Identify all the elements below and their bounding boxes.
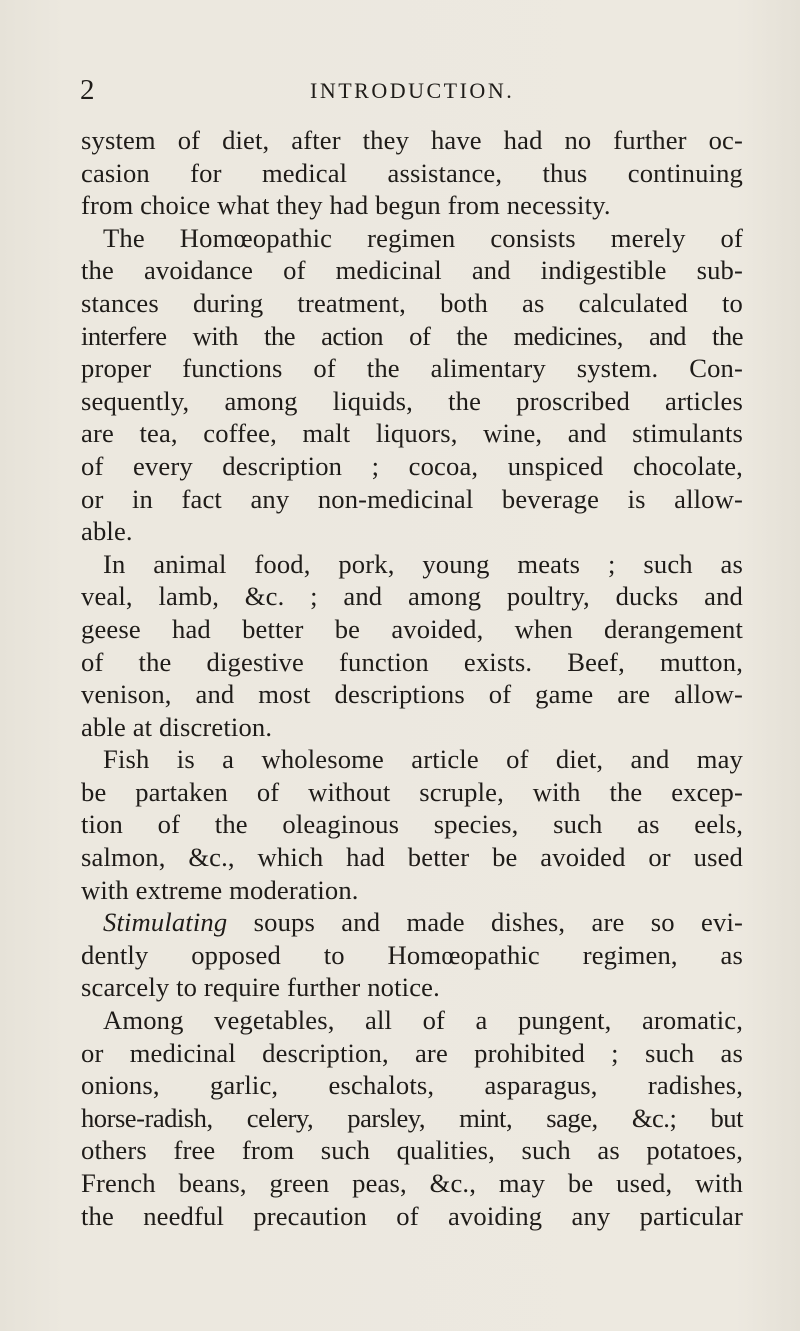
text-line: venison, and most descriptions of game are allow- bbox=[81, 679, 743, 710]
text-line: of every description ; cocoa, unspiced chocolate, bbox=[81, 450, 743, 481]
body-text bbox=[81, 124, 743, 1232]
page-number: 2 bbox=[80, 74, 95, 106]
text-line: the needful precaution of avoiding any particular bbox=[81, 1200, 743, 1231]
text-line: interfere with the action of the medicines, and the bbox=[81, 320, 743, 351]
text-line: onions, garlic, eschalots, asparagus, radishes, bbox=[81, 1070, 743, 1101]
text-line: others free from such qualities, such as potatoes, bbox=[81, 1135, 743, 1166]
text-line: the avoidance of medicinal and indigestible sub- bbox=[81, 255, 743, 286]
text-line: system of diet, after they have had no further oc- bbox=[81, 125, 743, 155]
text-line: scarcely to require further notice. bbox=[81, 972, 440, 1003]
text-line: veal, lamb, &c. ; and among poultry, ducks and bbox=[81, 581, 743, 612]
text-line: casion for medical assistance, thus continuing bbox=[81, 157, 743, 188]
text-line bbox=[81, 906, 743, 939]
text-line: Fish is a wholesome article of diet, and may bbox=[103, 744, 743, 775]
text-line: French beans, green peas, &c., may be used, with bbox=[81, 1168, 743, 1198]
text-line: dently opposed to Homœopathic regimen, as bbox=[81, 939, 743, 970]
text-line: Among vegetables, all of a pungent, aromatic, bbox=[103, 1005, 743, 1036]
text-line: are tea, coffee, malt liquors, wine, and stimulants bbox=[81, 418, 743, 449]
chapter-title: INTRODUCTION. bbox=[310, 78, 515, 103]
text-line: be partaken of without scruple, with the excep- bbox=[81, 776, 743, 807]
text-line: geese had better be avoided, when derangement bbox=[81, 613, 743, 644]
text-line: with extreme moderation. bbox=[81, 874, 359, 905]
text-line: The Homœopathic regimen consists merely of bbox=[103, 222, 743, 253]
text-line: tion of the oleaginous species, such as eels, bbox=[81, 809, 743, 840]
text-line: proper functions of the alimentary system. Con- bbox=[81, 353, 743, 384]
text-fragment: soups and made dishes, are so evi- bbox=[227, 907, 743, 938]
text-line: or in fact any non-medicinal beverage is allow- bbox=[81, 483, 743, 514]
text-line: In animal food, pork, young meats ; such as bbox=[103, 548, 743, 579]
text-line: stances during treatment, both as calculated to bbox=[81, 287, 743, 318]
text-line: able. bbox=[81, 516, 133, 547]
text-line: or medicinal description, are prohibited ; such as bbox=[81, 1037, 743, 1068]
running-head bbox=[0, 74, 800, 114]
text-line: of the digestive function exists. Beef, mutton, bbox=[81, 646, 743, 677]
text-line: horse-radish, celery, parsley, mint, sage, &c.; but bbox=[81, 1102, 743, 1133]
italic-word: Stimulating bbox=[103, 907, 228, 938]
text-line: salmon, &c., which had better be avoided or used bbox=[81, 842, 743, 873]
text-line: from choice what they had begun from necessity. bbox=[81, 190, 611, 221]
text-line: able at discretion. bbox=[81, 711, 273, 742]
text-line: sequently, among liquids, the proscribed articles bbox=[81, 385, 743, 416]
